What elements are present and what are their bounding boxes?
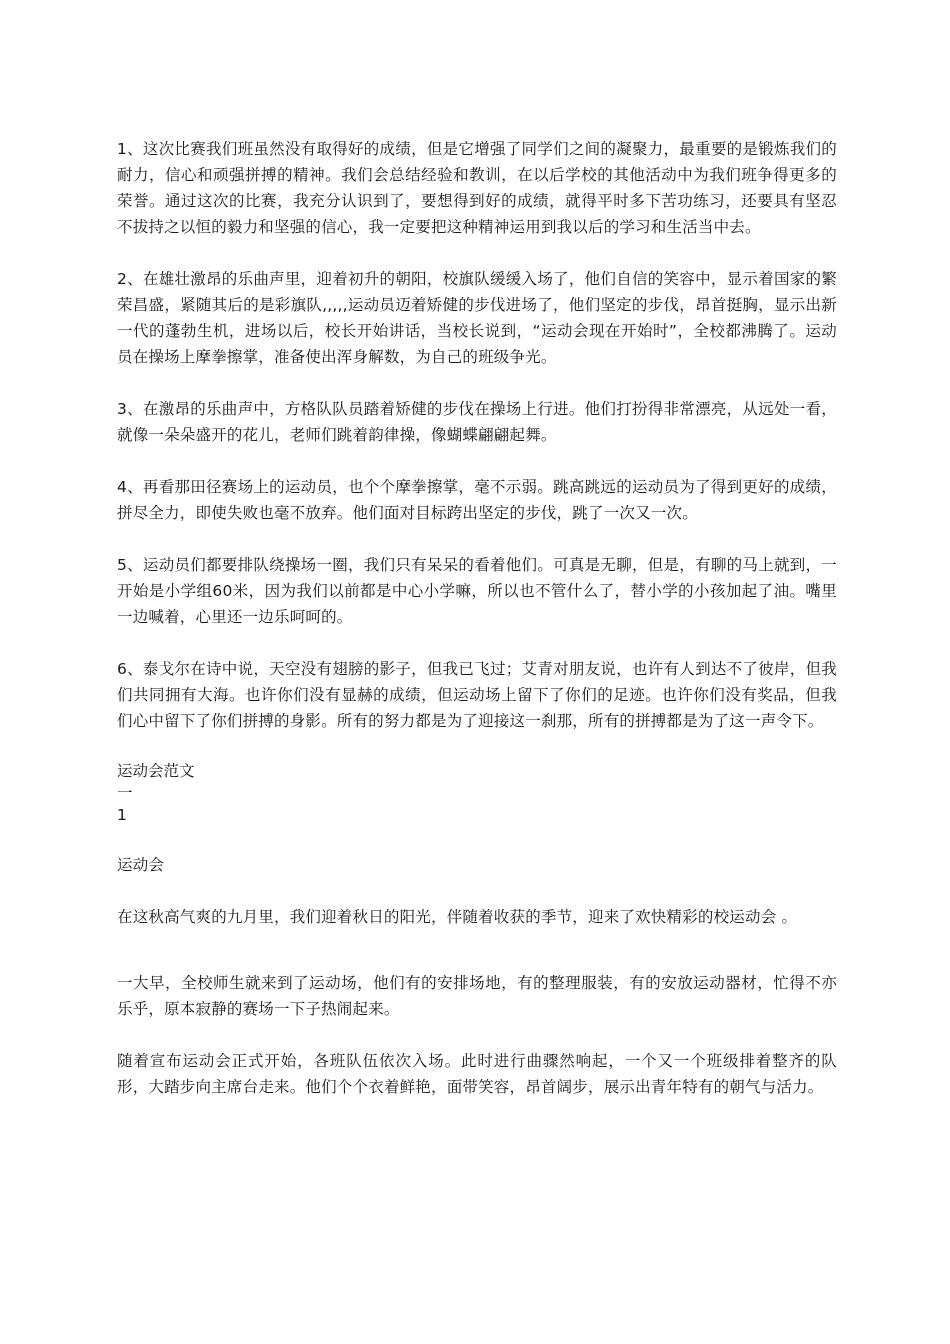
section-title: 运动会 (117, 856, 165, 874)
paragraph-1: 1、这次比赛我们班虽然没有取得好的成绩，但是它增强了同学们之间的凝聚力，最重要的是锻炼我们的耐力，信心和顽强拼搏的精神。我们会总结经验和教训，在以后学校的其他活动中为我们班争得更多的荣誉。通过这次的比赛，我充分认识到了，要想得到好的成绩，就得平时多下苦功练习，还要具有坚忍不拔持之以恒的毅力和坚强的信心，我一定要把这种精神运用到我以后的学习和生活当中去。 (117, 140, 837, 236)
paragraph-6: 6、泰戈尔在诗中说，天空没有翅膀的影子，但我已飞过；艾青对朋友说，也许有人到达不了彼岸，但我们共同拥有大海。也许你们没有显赫的成绩，但运动场上留下了你们的足迹。也许你们没有奖品，但我们心中留下了你们拼搏的身影。所有的努力都是为了迎接这一刹那，所有的拼搏都是为了这一声令下。 (117, 660, 837, 730)
paragraph-4: 4、再看那田径赛场上的运动员，也个个摩拳擦掌，毫不示弱。跳高跳远的运动员为了得到更好的成绩，拼尽全力，即使失败也毫不放弃。他们面对目标跨出坚定的步伐，跳了一次又一次。 (117, 478, 837, 522)
document-page (117, 136, 837, 1100)
heading-line-title: 运动会范文 (117, 762, 195, 780)
paragraph-7: 一大早，全校师生就来到了运动场，他们有的安排场地，有的整理服装，有的安放运动器材，忙得不亦乐乎，原本寂静的赛场一下子热闹起来。 (117, 974, 837, 1018)
paragraph-3: 3、在激昂的乐曲声中，方格队队员踏着矫健的步伐在操场上行进。他们打扮得非常漂亮，从远处一看，就像一朵朵盛开的花儿，老师们跳着韵律操，像蝴蝶翩翩起舞。 (117, 400, 837, 444)
heading-line-number: 1 (117, 806, 127, 824)
intro-paragraph: 在这秋高气爽的九月里，我们迎着秋日的阳光，伴随着收获的季节，迎来了欢快精彩的校运动会 。 (117, 908, 798, 926)
heading-line-dash: 一 (117, 784, 133, 802)
paragraph-8: 随着宣布运动会正式开始，各班队伍依次入场。此时进行曲骤然响起，一个又一个班级排着整齐的队形，大踏步向主席台走来。他们个个衣着鲜艳，面带笑容，昂首阔步，展示出青年特有的朝气与活力。 (117, 1052, 837, 1096)
paragraph-5: 5、运动员们都要排队绕操场一圈，我们只有呆呆的看着他们。可真是无聊，但是，有聊的马上就到，一开始是小学组60米，因为我们以前都是中心小学嘛，所以也不管什么了，替小学的小孩加起了油。嘴里一边喊着，心里还一边乐呵呵的。 (117, 556, 837, 626)
paragraph-2: 2、在雄壮激昂的乐曲声里，迎着初升的朝阳，校旗队缓缓入场了，他们自信的笑容中，显示着国家的繁荣昌盛，紧随其后的是彩旗队,,,,,运动员迈着矫健的步伐进场了，他们坚定的步伐，昂首挺胸，显示出新一代的蓬勃生机，进场以后，校长开始讲话，当校长说到，“运动会现在开始时”，全校都沸腾了。运动员在操场上摩拳擦掌，准备使出浑身解数，为自己的班级争光。 (117, 270, 837, 366)
